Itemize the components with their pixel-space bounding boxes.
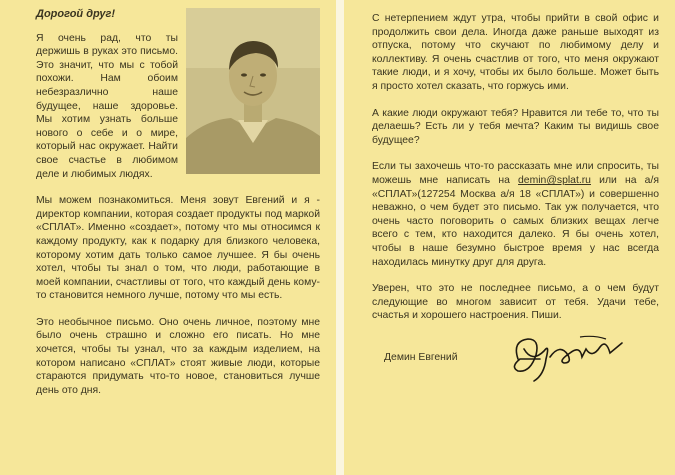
letter-paragraph-5: А какие люди окружают тебя? Нравится ли тебе то, что ты делаешь? Есть ли у тебя мечта? Каким ты видишь свое будущее? [372, 107, 659, 146]
letter-paragraph-7: Уверен, что это не последнее письмо, а о чем будут следующие во многом зависит от тебя. Удачи тебе, счастья и хорошего настроения. Пиши. [372, 283, 659, 322]
handwritten-signature [510, 329, 630, 387]
author-photo [186, 8, 320, 174]
greeting: Дорогой друг! [36, 8, 116, 20]
signature-name: Демин Евгений [384, 351, 458, 363]
portrait-image [186, 8, 320, 174]
email-link[interactable]: demin@splat.ru [518, 174, 591, 186]
right-page [344, 0, 675, 475]
letter-paragraph-4: С нетерпением ждут утра, чтобы прийти в свой офис и продолжить свои дела. Иногда даже раньше выходят из отпуска, потому что скучают по любимому делу и коллективу. Я очень счастлив от того, что меня окружают такие люди, и я хочу, чтобы их было больше. Может быть я просто хотел сказать, что горжусь ими. [372, 13, 659, 92]
letter-paragraph-2: Мы можем познакомиться. Меня зовут Евгений и я - директор компании, которая создает продукты под маркой «СПЛАТ». Именно «создает», потому что мы относимся к каждому продукту, как к подарку для близкого человека, которому хотим дать только самое лучшее. Я бы очень хотел, чтобы ты знал о том, что люди, работающие в моей компании, счастливы от того, что каждый день кому-то становится немного лучше, потому что мы есть. [36, 195, 320, 302]
left-page [0, 0, 336, 475]
contact-text-before: Если ты захочешь что-то рассказать мне или спросить, ты можешь мне написать на [372, 161, 659, 186]
contact-text-after: или на а/я «СПЛАТ»(127254 Москва а/я 18 «СПЛАТ») и совершенно неважно, о чем будет это письмо. Так уж получается, что очень часто поговорить о самых близких вещах легче всего с тем, кто находится далеко. Я бы очень хотел, чтобы в наше безумно быстрое время у нас всегда находилась минутку друг для друга. [372, 174, 659, 268]
letter-paragraph-1: Я очень рад, что ты держишь в руках это письмо. Это значит, что мы с тобой похожи. Нам обоим небезразлично наше будущее, наше здоровье. Мы хотим узнать больше нового о себе и о мире, который нас окружает. Найти свое счастье в любимом деле и любимых людях. [36, 32, 178, 180]
page-gutter [336, 0, 344, 475]
letter-paragraph-3: Это необычное письмо. Оно очень личное, поэтому мне было очень страшно и сложно его писать. Но мне хочется, чтобы ты узнал, что за каждым изделием, на котором написано «СПЛАТ» стоят живые люди, которые стараются придумать что-то новое, становиться лучше день ото дня. [36, 316, 320, 396]
letter-paragraph-6 [372, 160, 659, 269]
signature-block [372, 329, 659, 389]
